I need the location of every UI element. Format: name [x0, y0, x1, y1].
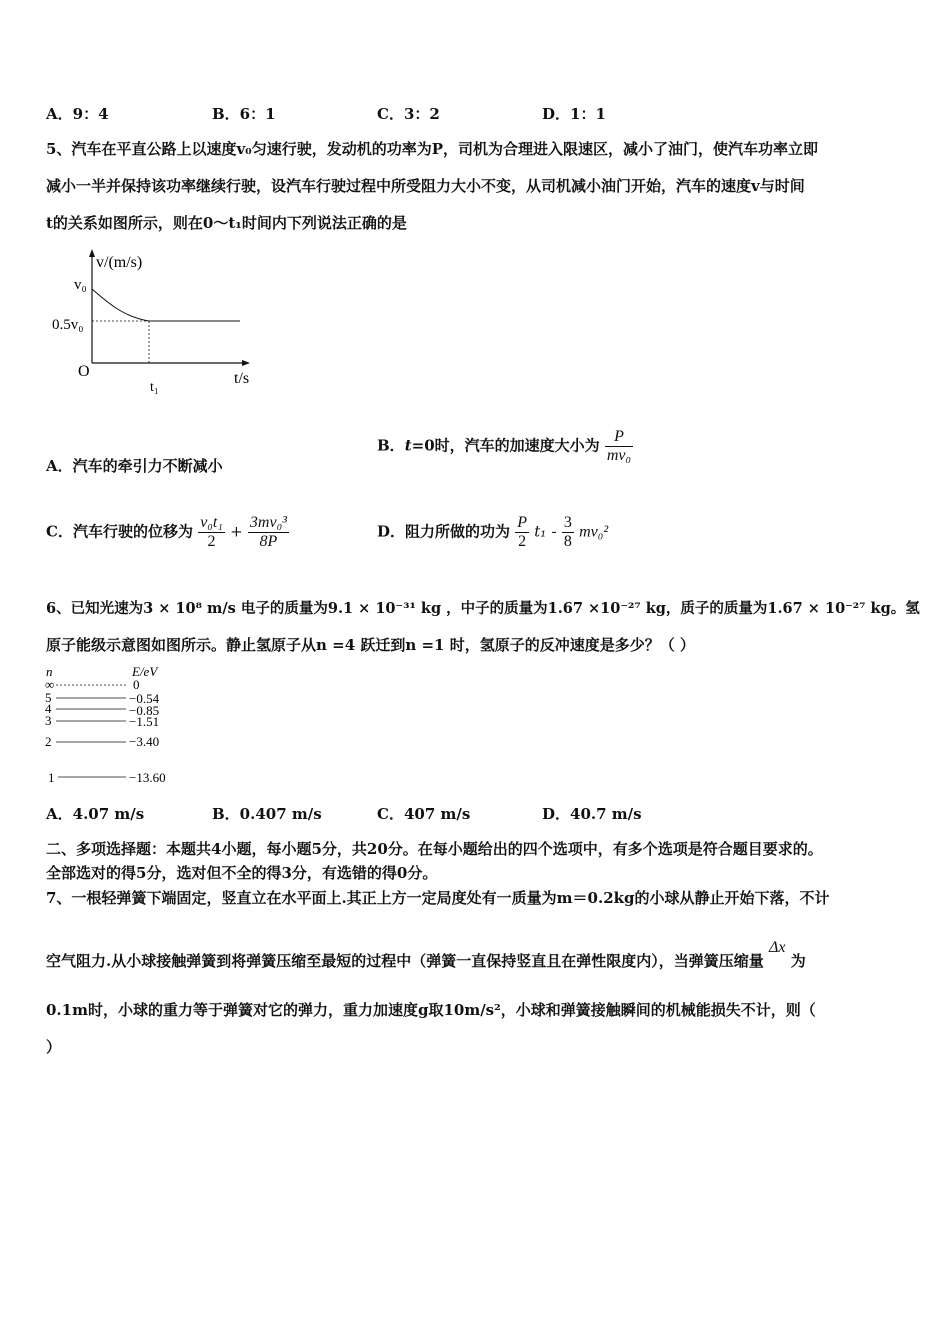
velocity-curve: [92, 289, 149, 321]
q5-stem-line-2: 减小一半并保持该功率继续行驶，设汽车行驶过程中所受阻力大小不变，从司机减小油门开始，汽车的速度v与时间: [46, 177, 805, 195]
energy-header: E/eV: [132, 664, 158, 679]
svg-text:−0.85: −0.85: [129, 703, 160, 718]
svg-text:2: 2: [45, 734, 52, 749]
q5-option-d-fraction-2: [562, 514, 574, 551]
q7-stem-line-2-end: 为: [790, 952, 806, 970]
x-axis-arrow: [242, 360, 250, 366]
q4-option-b: B．6：1: [212, 105, 276, 123]
q5-option-b-t: t: [404, 436, 412, 455]
t1-label: t₁: [150, 380, 159, 395]
section-2-heading-line-2: 全部选对的得5分，选对但不全的得3分，有选错的得0分。: [46, 864, 438, 882]
x-axis-label: t/s: [234, 370, 250, 387]
svg-text:4: 4: [45, 701, 52, 716]
svg-text:−1.51: −1.51: [129, 714, 160, 729]
q5-stem-line-3: t的关系如图所示，则在0～t₁时间内下列说法正确的是: [46, 214, 407, 232]
svg-text:−13.60: −13.60: [129, 770, 166, 785]
fraction-numerator: 3mv₀³: [249, 514, 287, 531]
minus-sign: -: [551, 522, 557, 541]
q5-option-b-prefix: B．: [377, 436, 405, 455]
fraction-numerator: P: [517, 514, 528, 531]
q7-stem-line-2: [46, 939, 806, 971]
fraction-numerator: v₀t₁: [200, 514, 223, 531]
svg-text:3: 3: [45, 713, 52, 728]
fraction-denominator: 8: [563, 533, 572, 550]
q5-option-c-text: C．汽车行驶的位移为: [46, 522, 193, 541]
q6-option-b: B．0.407 m/s: [212, 805, 322, 823]
svg-text:0: 0: [133, 677, 140, 692]
level-infinity: [45, 677, 140, 692]
q5-velocity-time-graph: [46, 245, 266, 400]
q5-option-b-fraction: [605, 428, 633, 465]
q7-stem-line-4: ）: [46, 1038, 62, 1056]
y-axis-label: v/(m/s): [96, 254, 143, 271]
level-3: [45, 713, 159, 729]
q6-energy-level-diagram: [40, 662, 200, 792]
svg-text:−0.54: −0.54: [129, 691, 160, 706]
fraction-numerator: P: [614, 428, 624, 445]
q6-option-d: D．40.7 m/s: [542, 805, 642, 823]
v0-label: v₀: [74, 277, 87, 293]
y-axis-arrow: [89, 249, 95, 257]
q7-stem-line-1: 7、一根轻弹簧下端固定，竖直立在水平面上.其正上方一定局度处有一质量为m＝0.2kg的小球从静止开始下落，不计: [46, 889, 830, 907]
fraction-denominator: 2: [207, 533, 216, 550]
t1-symbol: t₁: [534, 522, 547, 541]
q7-stem-line-2-text: 空气阻力.从小球接触弹簧到将弹簧压缩至最短的过程中（弹簧一直保持竖直且在弹性限度内），当弹簧压缩量: [46, 952, 764, 970]
q5-option-a: A．汽车的牵引力不断减小: [46, 457, 223, 475]
n-header: n: [46, 664, 53, 679]
svg-text:∞: ∞: [45, 677, 55, 692]
q6-stem-line-1: 6、已知光速为3 × 10⁸ m/s 电子的质量为9.1 × 10⁻³¹ kg ，中子的质量为1.67 ×10⁻²⁷ kg，质子的质量为1.67 × 10⁻²⁷ kg。氢: [46, 600, 920, 617]
q5-option-c-fraction-2: [248, 514, 289, 551]
plus-sign: +: [230, 522, 243, 541]
q5-option-c: [46, 514, 289, 551]
q5-option-d-tail: mv₀²: [579, 523, 609, 541]
q5-option-d-fraction-1: [515, 514, 529, 551]
q5-stem-line-1: 5、汽车在平直公路上以速度v₀匀速行驶，发动机的功率为P，司机为合理进入限速区，减小了油门，使汽车功率立即: [46, 140, 819, 158]
q4-option-d: D．1：1: [542, 105, 606, 123]
q5-option-d: [377, 514, 608, 551]
fraction-denominator: 2: [518, 533, 527, 550]
q6-stem-line-2: 原子能级示意图如图所示。静止氢原子从n =4 跃迁到n =1 时，氢原子的反冲速度是多少？（ ）: [46, 636, 695, 654]
delta-x-symbol: Δx: [768, 939, 786, 956]
q4-option-c: C．3：2: [377, 105, 440, 123]
q7-stem-line-3: 0.1m时，小球的重力等于弹簧对它的弹力，重力加速度g取10m/s²，小球和弹簧接触瞬间的机械能损失不计，则（: [46, 1001, 816, 1019]
q6-option-c: C．407 m/s: [377, 805, 471, 823]
half-v0-label: 0.5v₀: [52, 317, 84, 333]
fraction-numerator: 3: [563, 514, 572, 531]
svg-text:5: 5: [45, 690, 52, 705]
svg-text:1: 1: [48, 770, 55, 785]
q5-option-b: [377, 428, 633, 465]
section-2-heading-line-1: 二、多项选择题：本题共4小题，每小题5分，共20分。在每小题给出的四个选项中，有多个选项是符合题目要求的。: [46, 840, 823, 858]
q6-option-a: A．4.07 m/s: [46, 805, 145, 823]
q4-option-a: A．9：4: [46, 105, 109, 123]
level-2: [45, 734, 159, 749]
level-1: [48, 770, 166, 785]
origin-label: O: [78, 363, 90, 380]
q5-option-c-fraction-1: [198, 514, 225, 551]
svg-text:−3.40: −3.40: [129, 734, 160, 749]
q5-option-b-text: =0时，汽车的加速度大小为: [411, 436, 600, 455]
fraction-denominator: mv₀: [606, 447, 632, 464]
q5-option-d-text: D．阻力所做的功为: [377, 522, 511, 541]
fraction-denominator: 8P: [259, 533, 278, 550]
